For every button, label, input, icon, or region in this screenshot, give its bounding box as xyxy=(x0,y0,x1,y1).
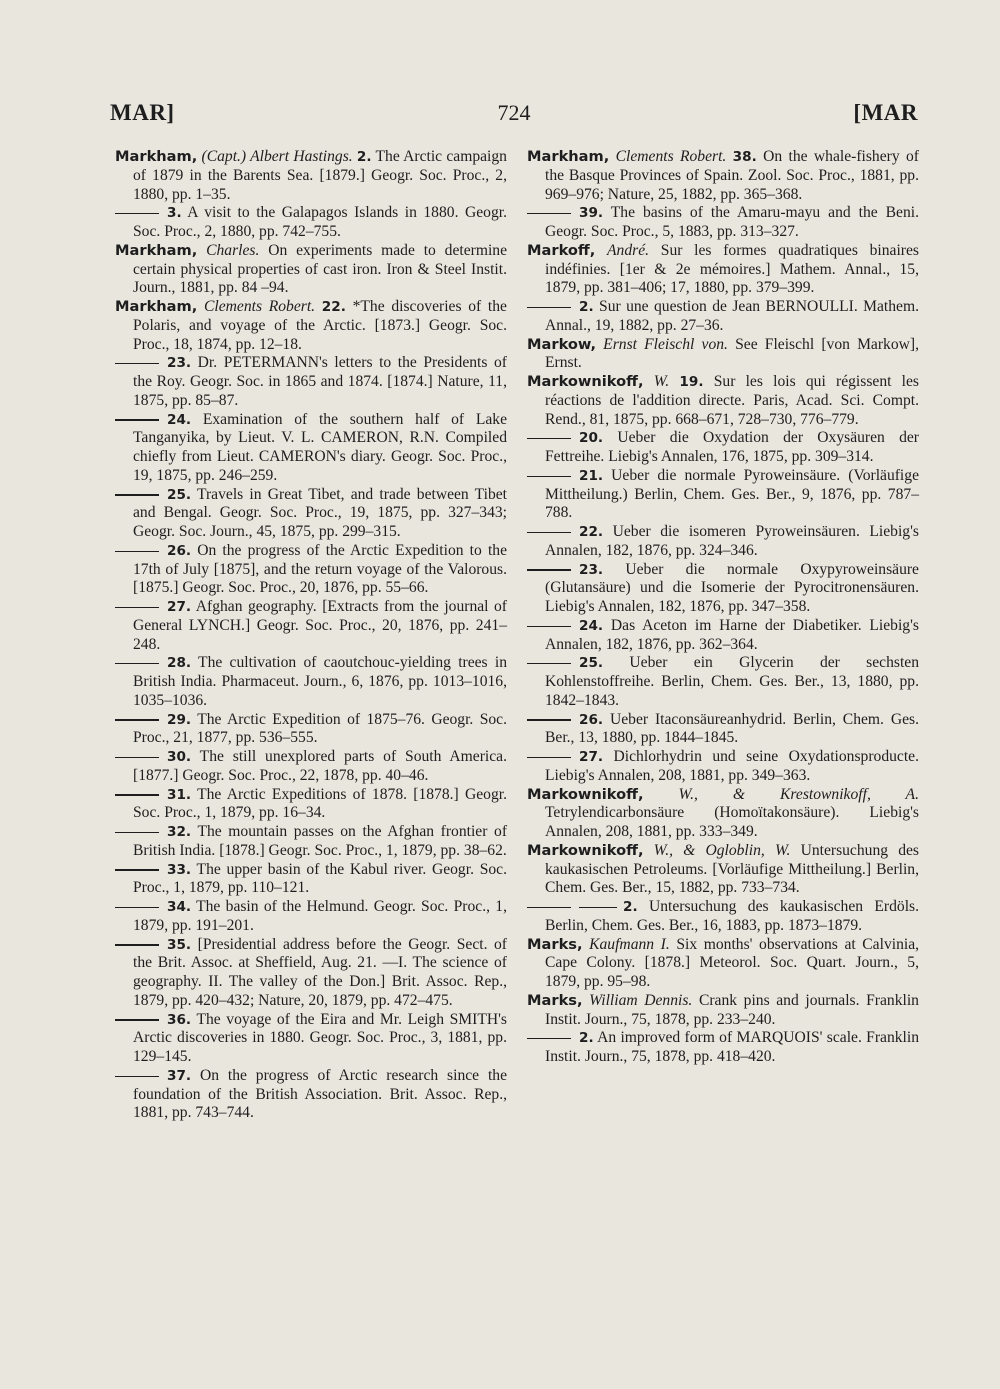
entry-text: Ueber die isomeren Pyroweinsäuren. Liebig's Annalen, 182, 1876, pp. 324–346. xyxy=(545,523,919,559)
entry-number: 30. xyxy=(167,749,192,765)
ditto-dash xyxy=(115,944,159,945)
entry-text: Untersuchung des kaukasischen Petroleums. [Vorläufige Mittheilung.] Berlin, Chem. Ges. Ber., 15, 1882, pp. 733–734. xyxy=(545,841,919,897)
bibliography-entry xyxy=(527,786,919,842)
entry-text: Sur les lois qui régissent les réactions de l'addition directe. Paris, Acad. Sci. Compt. Rend., 81, 1875, pp. 668–671, 728–730, 776–779. xyxy=(545,373,919,428)
ditto-dash xyxy=(115,419,159,420)
entry-text: On the whale-fishery of the Basque Provinces of Spain. Zool. Soc. Proc., 1881, pp. 969–976; Nature, 25, 1882, pp. 365–368. xyxy=(545,148,919,203)
entry-number: 24. xyxy=(579,617,604,634)
entry-number: 37. xyxy=(167,1067,192,1084)
ditto-dash xyxy=(115,869,159,870)
entry-number: 36. xyxy=(167,1011,192,1028)
ditto-dash xyxy=(115,551,159,552)
bibliography-entry xyxy=(527,654,919,710)
entry-number: 22. xyxy=(579,524,604,540)
author-surname: Markownikoff, xyxy=(527,373,644,390)
entry-number: 27. xyxy=(167,599,192,615)
bibliography-entry xyxy=(527,561,919,617)
entry-number: 2. xyxy=(356,149,372,165)
ditto-dash xyxy=(115,794,159,795)
entry-text: The mountain passes on the Afghan frontier of British India. [1878.] Geogr. Soc. Proc., 1, 1879, pp. 38–62. xyxy=(133,823,508,859)
entry-text: On the progress of Arctic research since the foundation of the British Association. Brit. Assoc. Rep., 1881, pp. 743–744. xyxy=(133,1066,507,1122)
ditto-dash xyxy=(115,907,159,908)
bibliography-entry xyxy=(115,598,507,654)
entry-number: 39. xyxy=(579,205,604,222)
author-given-name: W., & Ogloblin, W. xyxy=(653,841,791,859)
entry-text: The still unexplored parts of South America. [1877.] Geogr. Soc. Proc., 22, 1878, pp. 40–46. xyxy=(133,748,507,784)
ditto-dash xyxy=(527,626,571,627)
entry-text: Examination of the southern half of Lake Tanganyika, by Lieut. V. L. CAMERON, R.N. Compiled chiefly from Lieut. CAMERON's diary. Geogr. Soc. Proc., 19, 1875, pp. 246–259. xyxy=(133,410,507,484)
entry-text: [Presidential address before the Geogr. Sect. of the Brit. Assoc. at Sheffield, Aug. 21. —I. The science of geography. II. The valley of the Don.] Brit. Assoc. Rep., 1879, pp. 420–432; Nature, 20, 1879, pp. 472–475. xyxy=(133,935,507,1009)
bibliography-entry xyxy=(115,204,507,242)
left-column xyxy=(115,148,507,1123)
entry-text: The cultivation of caoutchouc-yielding trees in British India. Pharmaceut. Journ., 6, 1876, pp. 1013–1016, 1035–1036. xyxy=(133,654,507,709)
bibliography-entry xyxy=(527,842,919,898)
bibliography-entry xyxy=(527,748,919,786)
bibliography-entry xyxy=(115,411,507,486)
author-surname: Markham, xyxy=(115,298,198,315)
entry-text: Ueber die normale Pyroweinsäure. (Vorläufige Mittheilung.) Berlin, Chem. Ges. Ber., 9, 1876, pp. 787–788. xyxy=(545,466,919,522)
entry-text: The voyage of the Eira and Mr. Leigh SMITH's Arctic discoveries in 1880. Geogr. Soc. Proc., 3, 1881, pp. 129–145. xyxy=(133,1010,507,1065)
bibliography-entry xyxy=(527,148,919,204)
running-header xyxy=(110,100,918,140)
bibliography-entry xyxy=(115,1067,507,1123)
entry-number: 22. xyxy=(321,299,346,315)
entry-number: 2. xyxy=(579,299,594,315)
bibliography-entry xyxy=(527,336,919,374)
right-column xyxy=(527,148,919,1067)
entry-text: Das Aceton im Harne der Diabetiker. Liebig's Annalen, 182, 1876, pp. 362–364. xyxy=(545,616,919,653)
bibliography-entry xyxy=(527,711,919,749)
entry-number: 31. xyxy=(167,786,192,803)
ditto-dash xyxy=(527,907,571,908)
entry-text: Ueber die Oxydation der Oxysäuren der Fettreihe. Liebig's Annalen, 176, 1875, pp. 309–314. xyxy=(545,429,919,465)
entry-number: 33. xyxy=(167,861,192,878)
entry-text: On experiments made to determine certain physical properties of cast iron. Iron & Steel Instit. Journ., 1881, pp. 84 –94. xyxy=(133,241,508,297)
author-given-name: Ernst Fleischl von. xyxy=(603,335,728,353)
bibliography-entry xyxy=(115,354,507,410)
ditto-dash xyxy=(115,832,159,833)
ditto-dash xyxy=(115,607,159,608)
ditto-dash xyxy=(527,1038,571,1039)
ditto-dash xyxy=(115,1076,159,1077)
bibliography-entry xyxy=(527,898,919,936)
bibliography-entry xyxy=(115,823,507,861)
author-surname: Marks, xyxy=(527,991,583,1009)
author-surname: Markow, xyxy=(527,335,596,353)
bibliography-entry xyxy=(115,711,507,749)
ditto-dash xyxy=(115,663,159,664)
author-given-name: (Capt.) Albert Hastings. xyxy=(201,148,353,165)
bibliography-entry xyxy=(527,523,919,561)
bibliography-entry xyxy=(527,298,919,336)
entry-text: A visit to the Galapagos Islands in 1880. Geogr. Soc. Proc., 2, 1880, pp. 742–755. xyxy=(133,204,507,240)
entry-number: 26. xyxy=(167,542,192,559)
bibliography-entry xyxy=(527,992,919,1030)
ditto-dash xyxy=(115,719,159,720)
author-given-name: Clements Robert. xyxy=(615,148,727,165)
bibliography-entry xyxy=(527,242,919,298)
entry-text: On the progress of the Arctic Expedition to the 17th of July [1875], and the return voyage of the Valorous. [1875.] Geogr. Soc. Proc., 20, 1876, pp. 55–66. xyxy=(133,541,507,597)
entry-number: 34. xyxy=(167,899,192,915)
bibliography-entry xyxy=(527,373,919,429)
bibliography-entry xyxy=(115,242,507,298)
entry-number: 19. xyxy=(679,374,704,390)
entry-text: Untersuchung des kaukasischen Erdöls. Berlin, Chem. Ges. Ber., 16, 1883, pp. 1873–1879. xyxy=(545,898,919,934)
author-given-name: Kaufmann I. xyxy=(589,935,670,953)
entry-text: Crank pins and journals. Franklin Instit. Journ., 75, 1878, pp. 233–240. xyxy=(545,991,919,1028)
entry-text: Six months' observations at Calvinia, Cape Colony. [1878.] Meteorol. Soc. Quart. Journ., 5, 1879, pp. 95–98. xyxy=(545,935,920,990)
header-right-guide: [MAR xyxy=(853,100,918,125)
entry-text: Travels in Great Tibet, and trade between Tibet and Bengal. Geogr. Soc. Proc., 19, 1875, pp. 327–343; Geogr. Soc. Journ., 45, 1875, pp. 299–315. xyxy=(133,485,507,540)
ditto-dash xyxy=(527,757,571,758)
author-surname: Markownikoff, xyxy=(527,785,644,803)
bibliography-entry xyxy=(527,1029,919,1067)
entry-number: 35. xyxy=(167,936,192,953)
ditto-dash xyxy=(527,719,571,720)
entry-text: Dr. PETERMANN's letters to the Presidents of the Roy. Geogr. Soc. in 1865 and 1874. [1874.] Nature, 11, 1875, pp. 85–87. xyxy=(133,354,508,409)
entry-text: The Arctic Expeditions of 1878. [1878.] Geogr. Soc. Proc., 1, 1879, pp. 16–34. xyxy=(133,785,507,822)
bibliography-entry xyxy=(527,467,919,523)
bibliography-entry xyxy=(527,936,919,992)
bibliography-entry xyxy=(115,786,507,824)
entry-text: Ueber ein Glycerin der sechsten Kohlenstoffreihe. Berlin, Chem. Ges. Ber., 13, 1880, pp. 1842–1843. xyxy=(545,654,919,709)
ditto-dash xyxy=(579,907,617,908)
bibliography-entry xyxy=(115,748,507,786)
entry-number: 38. xyxy=(732,149,757,165)
bibliography-entry xyxy=(115,861,507,899)
author-given-name: Charles. xyxy=(206,241,260,259)
ditto-dash xyxy=(115,494,159,495)
entry-text: Afghan geography. [Extracts from the journal of General LYNCH.] Geogr. Soc. Proc., 20, 1876, pp. 241–248. xyxy=(133,598,507,653)
entry-text: Ueber die normale Oxypyroweinsäure (Glutansäure) und die Isomerie der Pyrocitronensäuren. Liebig's Annalen, 182, 1876, pp. 347–358. xyxy=(545,560,919,615)
bibliography-entry xyxy=(527,204,919,242)
author-given-name: Clements Robert. xyxy=(203,298,316,315)
ditto-dash xyxy=(527,569,571,570)
bibliography-entry xyxy=(527,429,919,467)
bibliography-entry xyxy=(115,486,507,542)
entry-number: 23. xyxy=(167,355,192,372)
bibliography-entry xyxy=(115,542,507,598)
bibliography-entry xyxy=(115,298,507,354)
entry-number: 29. xyxy=(167,711,192,728)
entry-number: 26. xyxy=(579,711,604,728)
entry-number: 2. xyxy=(579,1030,594,1047)
entry-number: 24. xyxy=(167,411,192,428)
entry-text: The basin of the Helmund. Geogr. Soc. Proc., 1, 1879, pp. 191–201. xyxy=(133,898,507,934)
entry-number: 27. xyxy=(579,749,604,765)
entry-text: An improved form of MARQUOIS' scale. Franklin Instit. Journ., 75, 1878, pp. 418–420. xyxy=(545,1029,920,1065)
entry-number: 2. xyxy=(623,899,638,915)
ditto-dash xyxy=(115,757,159,758)
author-given-name: W., & Krestownikoff, A. xyxy=(678,785,919,803)
entry-number: 3. xyxy=(167,205,182,222)
ditto-dash xyxy=(527,307,571,308)
author-surname: Markownikoff, xyxy=(527,841,644,859)
ditto-dash xyxy=(527,532,571,533)
ditto-dash xyxy=(115,1019,159,1020)
entry-text: The Arctic Expedition of 1875–76. Geogr. Soc. Proc., 21, 1877, pp. 536–555. xyxy=(133,710,507,747)
author-given-name: William Dennis. xyxy=(589,991,693,1009)
entry-number: 32. xyxy=(167,824,192,840)
entry-number: 20. xyxy=(579,430,604,447)
bibliography-entry xyxy=(527,617,919,655)
entry-text: Ueber Itaconsäureanhydrid. Berlin, Chem. Ges. Ber., 13, 1880, pp. 1844–1845. xyxy=(545,710,919,747)
author-surname: Marks, xyxy=(527,935,583,953)
author-surname: Markoff, xyxy=(527,241,596,259)
ditto-dash xyxy=(115,213,159,214)
entry-text: Sur les formes quadratiques binaires indéfinies. [1er & 2e mémoires.] Mathem. Annal., 15, 1879, pp. 381–406; 17, 1880, pp. 379–399. xyxy=(545,241,919,297)
author-surname: Markham, xyxy=(527,148,610,165)
ditto-dash xyxy=(527,476,571,477)
page-number: 724 xyxy=(497,100,531,125)
header-left-guide: MAR] xyxy=(110,100,175,125)
entry-text: *The discoveries of the Polaris, and voyage of the Arctic. [1873.] Geogr. Soc. Proc., 18, 1874, pp. 12–18. xyxy=(133,298,507,353)
bibliography-entry xyxy=(115,936,507,1011)
ditto-dash xyxy=(115,363,159,364)
author-surname: Markham, xyxy=(115,241,198,259)
author-surname: Markham, xyxy=(115,148,198,165)
bibliography-entry xyxy=(115,654,507,710)
entry-number: 25. xyxy=(167,486,192,503)
ditto-dash xyxy=(527,438,571,439)
entry-text: Tetrylendicarbonsäure (Homoïtakonsäure). Liebig's Annalen, 208, 1881, pp. 333–349. xyxy=(545,804,919,840)
bibliography-entry xyxy=(115,148,507,204)
bibliography-entry xyxy=(115,1011,507,1067)
entry-text: The basins of the Amaru-mayu and the Beni. Geogr. Soc. Proc., 5, 1883, pp. 313–327. xyxy=(545,204,919,240)
entry-text: The Arctic campaign of 1879 in the Barents Sea. [1879.] Geogr. Soc. Proc., 2, 1880, pp. 1–35. xyxy=(133,148,507,203)
author-given-name: André. xyxy=(607,241,650,259)
author-given-name: W. xyxy=(653,373,670,390)
entry-text: The upper basin of the Kabul river. Geogr. Soc. Proc., 1, 1879, pp. 110–121. xyxy=(133,860,507,897)
entry-number: 28. xyxy=(167,655,192,672)
entry-number: 21. xyxy=(579,467,604,484)
bibliography-entry xyxy=(115,898,507,936)
ditto-dash xyxy=(527,213,571,214)
entry-text: See Fleischl [von Markow], Ernst. xyxy=(545,335,919,372)
entry-number: 23. xyxy=(579,561,604,578)
ditto-dash xyxy=(527,663,571,664)
entry-text: Sur une question de Jean BERNOULLI. Mathem. Annal., 19, 1882, pp. 27–36. xyxy=(545,298,919,334)
entry-number: 25. xyxy=(579,655,604,672)
entry-text: Dichlorhydrin und seine Oxydationsproducte. Liebig's Annalen, 208, 1881, pp. 349–363. xyxy=(545,748,920,784)
